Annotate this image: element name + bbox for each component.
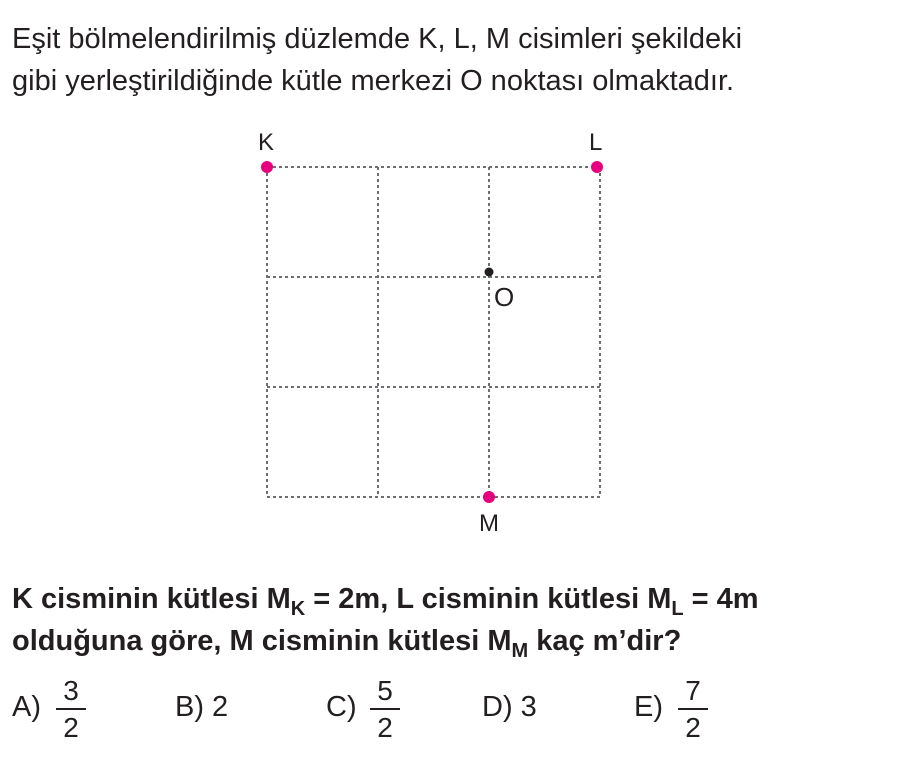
option-e-fraction (678, 676, 708, 743)
point-k-label: K (258, 129, 275, 156)
subscript-k: K (290, 598, 306, 620)
grid-lines (267, 167, 600, 497)
question-text (12, 578, 892, 662)
option-e-numerator: 7 (685, 675, 701, 706)
question-line-2 (12, 620, 892, 662)
question-line-1 (12, 578, 892, 620)
option-a-fraction (56, 676, 86, 743)
point-o-dot (485, 268, 494, 277)
statement-line-1: Eşit bölmelendirilmiş düzlemde K, L, M cisimleri şekildeki (12, 23, 743, 55)
statement-line-2: gibi yerleştirildiğinde kütle merkezi O noktası olmaktadır. (12, 65, 735, 97)
option-e-denominator: 2 (685, 712, 701, 743)
option-e-label: E) (634, 691, 663, 723)
option-a-numerator: 3 (63, 675, 79, 706)
option-a-fraction-bar (56, 708, 86, 710)
option-c-fraction-bar (370, 708, 400, 710)
question-l1-part-b: = 2m, L cisminin kütlesi M (305, 583, 672, 615)
option-e-fraction-bar (678, 708, 708, 710)
option-c-fraction (370, 676, 400, 743)
question-l1-part-c: = 4m (683, 583, 759, 615)
option-c-label: C) (326, 691, 357, 723)
point-m-dot (483, 491, 495, 503)
option-c-denominator: 2 (377, 712, 393, 743)
subscript-l: L (671, 598, 684, 620)
question-l2-part-a: olduğuna göre, M cisminin kütlesi M (12, 625, 512, 657)
question-l1-part-a: K cisminin kütlesi M (12, 583, 291, 615)
option-b-label: B) 2 (175, 691, 229, 723)
option-a-denominator: 2 (63, 712, 79, 743)
option-d-label: D) 3 (482, 691, 537, 723)
point-l-label: L (589, 129, 603, 156)
point-m-label: M (479, 510, 499, 537)
option-a-label: A) (12, 691, 41, 723)
point-l-dot (591, 161, 603, 173)
option-c-numerator: 5 (377, 675, 393, 706)
question-l2-part-b: kaç m’dir? (528, 625, 682, 657)
point-k-dot (261, 161, 273, 173)
subscript-m: M (511, 640, 529, 662)
point-o-label: O (494, 282, 515, 312)
